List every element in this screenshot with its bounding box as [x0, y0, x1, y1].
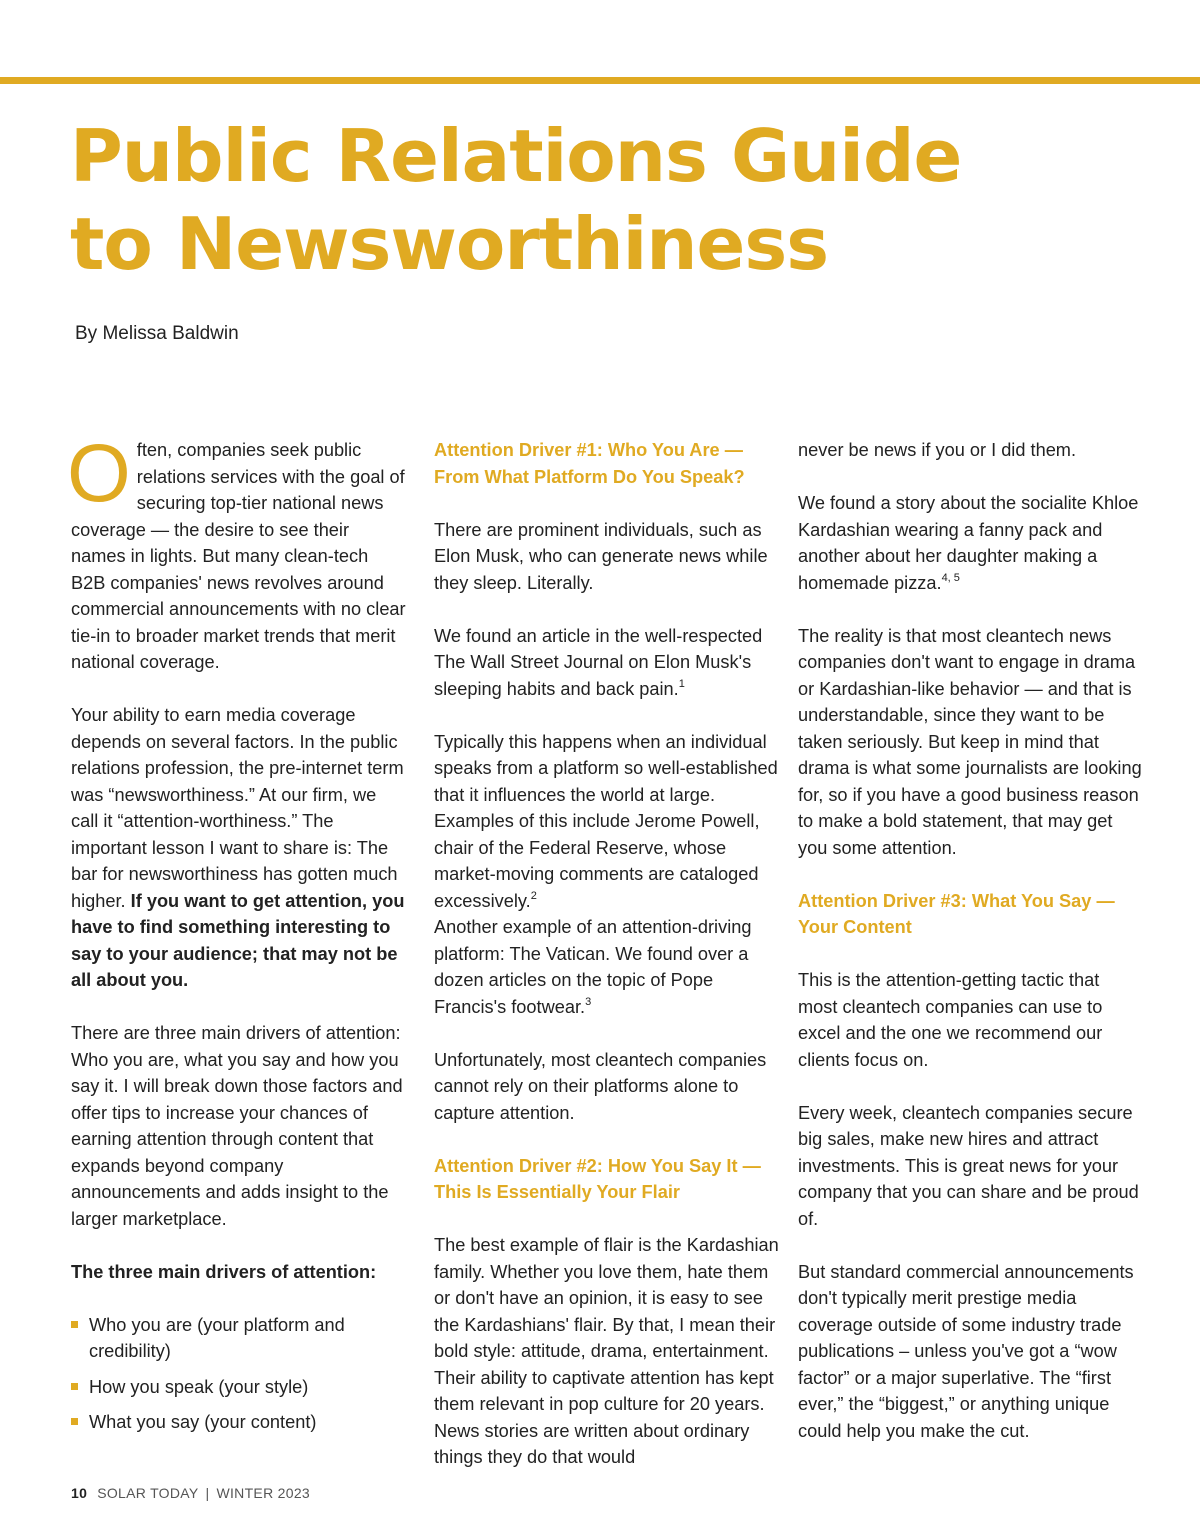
paragraph: We found an article in the well-respected The Wall Street Journal on Elon Musk's sleeping habits and back pain.$^1$ — [434, 625, 763, 699]
list-item: Who you are (your platform and credibility) — [71, 1312, 406, 1365]
title-line-1: Public Relations Guide — [70, 114, 962, 198]
page-footer — [71, 1485, 310, 1501]
footnote-ref: 3 — [585, 995, 592, 1008]
footnote-ref: 2 — [530, 889, 537, 902]
drop-cap: O — [67, 428, 131, 519]
title-line-2: to Newsworthiness — [70, 202, 829, 286]
intro-paragraph — [67, 428, 406, 676]
column-1 — [67, 428, 406, 1445]
column-2 — [434, 437, 779, 1471]
section-heading-driver-3: Attention Driver #3: What You Say — Your Content — [798, 890, 1115, 937]
drivers-list — [71, 1312, 406, 1436]
bullet-square-icon — [71, 1383, 78, 1390]
footnote-ref: 1 — [678, 677, 685, 690]
paragraph-coverage-text: Your ability to earn media coverage depends on several factors. In the public relations profession, the pre-internet term was “newsworthiness.” At our firm, we call it “attention-worthiness.” The important lesson I want to share is: The bar for newsworthiness has gotten much higher. — [71, 705, 404, 911]
bullet-square-icon — [71, 1321, 78, 1328]
column-3 — [798, 437, 1143, 1444]
paragraph: The best example of flair is the Kardashian family. Whether you love them, hate them or don't have an opinion, it is easy to see the Kardashians' flair. By that, I mean their bold style: attitude, drama, entertainment. Their ability to captivate attention has kept them relevant in pop culture for 20 years. News stories are written about ordinary things they do that would — [434, 1235, 779, 1467]
page-number: 10 — [71, 1485, 88, 1501]
byline: By Melissa Baldwin — [75, 323, 239, 344]
key-takeaway: If you want to get attention, you have to find something interesting to say to your audience; that may not be all about you. — [71, 890, 405, 990]
paragraph: never be news if you or I did them. — [798, 440, 1077, 460]
paragraph: Every week, cleantech companies secure big sales, make new hires and attract investments. This is great news for your company that you can share and be proud of. — [798, 1102, 1139, 1229]
issue-label: WINTER 2023 — [216, 1485, 311, 1501]
publication-name: SOLAR TODAY — [97, 1485, 199, 1501]
footer-separator: | — [205, 1485, 210, 1501]
intro-text: ften, companies seek public relations services with the goal of securing top-tier national news coverage — the desire to see their names in lights. But many clean-tech B2B companies' news revolves around commercial announcements with no clear tie-in to broader market trends that merit national coverage. — [71, 440, 406, 672]
top-accent-rule — [0, 77, 1200, 84]
paragraph: Unfortunately, most cleantech companies cannot rely on their platforms alone to capture attention. — [434, 1049, 767, 1123]
paragraph: Another example of an attention-driving platform: The Vatican. We found over a dozen articles on the topic of Pope Francis's footwear.$^3$ — [434, 917, 752, 1017]
paragraph: This is the attention-getting tactic that most cleantech companies can use to excel and the one we recommend our clients focus on. — [798, 970, 1103, 1070]
section-heading-driver-2: Attention Driver #2: How You Say It — This Is Essentially Your Flair — [434, 1155, 761, 1202]
list-item: What you say (your content) — [71, 1409, 406, 1436]
list-item: How you speak (your style) — [71, 1374, 406, 1401]
paragraph-coverage — [71, 702, 406, 994]
paragraph: There are prominent individuals, such as Elon Musk, who can generate news while they sleep. Literally. — [434, 519, 768, 593]
paragraph-drivers: There are three main drivers of attention: Who you are, what you say and how you say it. I will break down those factors and offer tips to increase your chances of earning attention through content that expands beyond company announcements and adds insight to the larger marketplace. — [71, 1023, 403, 1229]
list-heading: The three main drivers of attention: — [71, 1261, 377, 1282]
article-title — [70, 112, 1150, 288]
paragraph: But standard commercial announcements don't typically merit prestige media coverage outside of some industry trade publications – unless you've got a “wow factor” or a major superlative. The “first ever,” the “biggest,” or anything unique could help you make the cut. — [798, 1261, 1134, 1441]
paragraph: Typically this happens when an individual speaks from a platform so well-established that it influences the world at large. Examples of this include Jerome Powell, chair of the Federal Reserve, whose market-moving comments are cataloged excessively.$^2$ — [434, 731, 778, 911]
paragraph: The reality is that most cleantech news companies don't want to engage in drama or Kardashian-like behavior — and that is understandable, since they want to be taken seriously. But keep in mind that drama is what some journalists are looking for, so if you have a good business reason to make a bold statement, that may get you some attention. — [798, 625, 1142, 858]
section-heading-driver-1: Attention Driver #1: Who You Are — From What Platform Do You Speak? — [434, 440, 745, 487]
paragraph: We found a story about the socialite Khloe Kardashian wearing a fanny pack and another about her daughter making a homemade pizza.$^{4, 5}$ — [798, 493, 1139, 593]
footnote-ref: 4, 5 — [941, 571, 960, 584]
bullet-square-icon — [71, 1418, 78, 1425]
